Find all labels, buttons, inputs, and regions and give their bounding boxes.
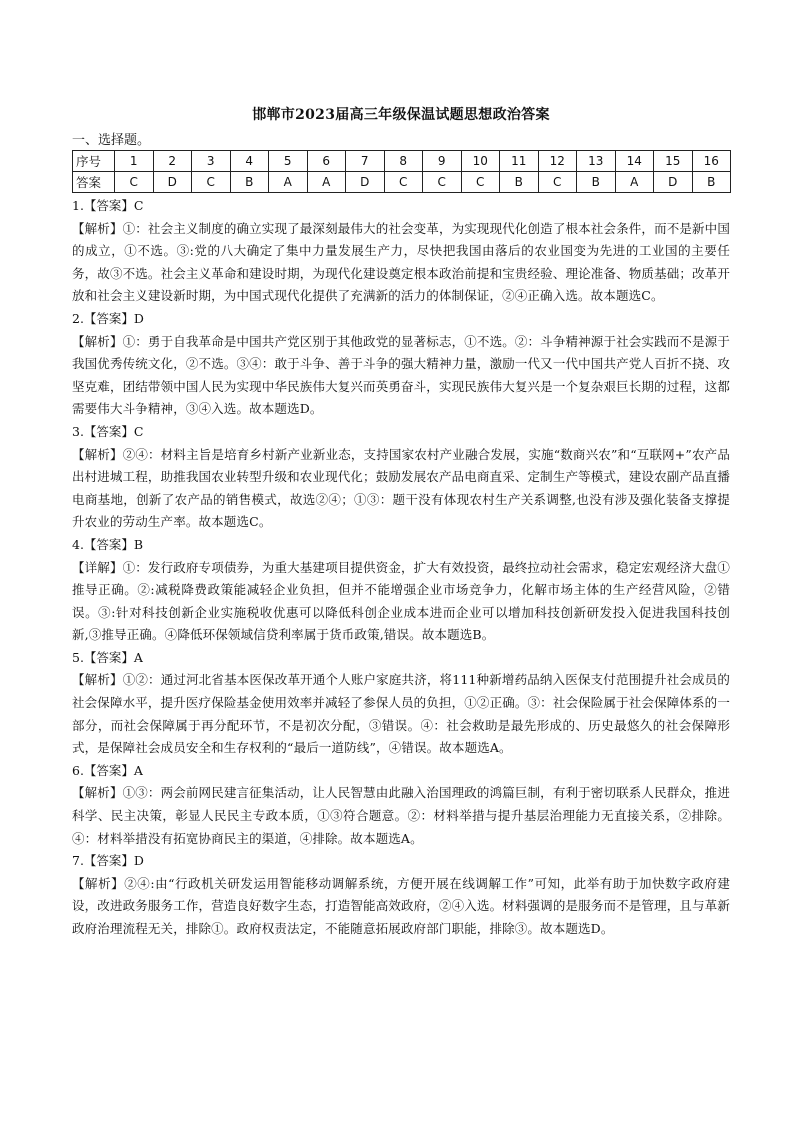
question-answer: 7.【答案】D — [72, 853, 144, 869]
table-cell-answer: D — [346, 172, 385, 193]
question-block-5 — [72, 647, 730, 760]
table-cell-number: 3 — [192, 151, 231, 172]
table-cell-answer: D — [153, 172, 192, 193]
question-answer: 1.【答案】C — [72, 198, 144, 213]
table-cell-number: 2 — [153, 151, 192, 172]
document-title: 邯郸市2023届高三年级保温试题思想政治答案 — [252, 107, 550, 123]
table-cell-answer: B — [577, 172, 616, 193]
table-cell-number: 10 — [461, 151, 500, 172]
table-cell-number: 16 — [692, 151, 731, 172]
table-cell-answer: C — [423, 172, 462, 193]
table-cell-answer: D — [654, 172, 693, 193]
table-row-answers — [73, 172, 731, 193]
question-explanation: 【详解】①：发行政府专项债券，为重大基建项目提供资金，扩大有效投资，最终拉动社会需求，稳定宏观经济大盘①推导正确。②:减税降费政策能减轻企业负担，但并不能增强企业市场竞争力，化解市场主体的生产经营风险，②错误。③:针对科技创新企业实施税收优惠可以降低科创企业成本进而企业可以增加科技创新研发投入促进我国科技创新,③推导正确。④降低环保领域信贷利率属于货币政策,错误。故本题选B。 — [72, 559, 730, 643]
table-cell-number: 11 — [500, 151, 539, 172]
table-cell-answer: B — [230, 172, 269, 193]
table-cell-number: 5 — [269, 151, 308, 172]
table-cell-answer: A — [269, 172, 308, 193]
table-cell-number: 8 — [384, 151, 423, 172]
question-block-4 — [72, 534, 730, 647]
question-explanation: 【解析】②④:由“行政机关研发运用智能移动调解系统，方便开展在线调解工作”可知，此举有助于加快数字政府建设，改进政务服务工作，营造良好数字生态，打造智能高效政府，②④入选。材料强调的是服务而不是管理，且与革新政府治理流程无关，排除①。政府权责法定，不能随意拓展政府部门职能，排除③。故本题选D。 — [72, 875, 730, 936]
question-answer: 3.【答案】C — [72, 423, 144, 439]
table-cell-number: 6 — [307, 151, 346, 172]
table-cell-number: 12 — [538, 151, 577, 172]
row-label-number: 序号 — [73, 151, 115, 172]
question-answer: 4.【答案】B — [72, 536, 144, 552]
question-block-3 — [72, 421, 730, 534]
table-cell-answer: C — [384, 172, 423, 193]
answer-table — [72, 150, 731, 193]
row-label-answer: 答案 — [73, 172, 115, 193]
table-cell-number: 15 — [654, 151, 693, 172]
table-cell-number: 4 — [230, 151, 269, 172]
table-cell-answer: B — [500, 172, 539, 193]
question-explanation: 【解析】①②：通过河北省基本医保改革开通个人账户家庭共济，将111种新增药品纳入医保支付范围提升社会成员的社会保障水平，提升医疗保险基金使用效率并减轻了参保人员的负担，①②正确。③：社会保险属于社会保障体系的一部分，而社会保障属于再分配环节，不是初次分配，③错误。④：社会救助是最先形成的、历史最悠久的社会保障形式，是保障社会成员安全和生存权利的“最后一道防线”，④错误。故本题选A。 — [72, 672, 730, 756]
question-answer: 5.【答案】A — [72, 649, 143, 665]
question-block-7 — [72, 850, 730, 940]
table-cell-number: 7 — [346, 151, 385, 172]
question-block-6 — [72, 760, 730, 850]
question-answer: 6.【答案】A — [72, 762, 143, 778]
table-cell-number: 1 — [115, 151, 154, 172]
question-block-2 — [72, 308, 730, 421]
table-cell-number: 13 — [577, 151, 616, 172]
question-block-1 — [72, 195, 730, 308]
table-cell-answer: C — [115, 172, 154, 193]
table-cell-answer: C — [192, 172, 231, 193]
table-row-numbers — [73, 151, 731, 172]
table-cell-answer: C — [538, 172, 577, 193]
section-heading: 一、选择题。 — [72, 133, 151, 148]
question-explanation: 【解析】②④：材料主旨是培育乡村新产业新业态，支持国家农村产业融合发展，实施“数商兴农”和“互联网+”农产品出村进城工程，助推我国农业转型升级和农业现代化；鼓励发展农产品电商直采、定制生产等模式，建设农副产品直播电商基地，创新了农产品的销售模式，故选②④；①③：题干没有体现农村生产关系调整,也没有涉及强化装备支撑提升农业的劳动生产率。故本题选C。 — [72, 446, 730, 530]
question-explanation: 【解析】①：勇于自我革命是中国共产党区别于其他政党的显著标志，①不选。②：斗争精神源于社会实践而不是源于我国优秀传统文化，②不选。③④：敢于斗争、善于斗争的强大精神力量，激励一代又一代中国共产党人百折不挠、攻坚克难，团结带领中国人民为实现中华民族伟大复兴而英勇奋斗，实现民族伟大复兴是一个复杂艰巨长期的过程，这都需要伟大斗争精神，③④入选。故本题选D。 — [72, 333, 730, 417]
question-explanation: 【解析】①③：两会前网民建言征集活动，让人民智慧由此融入治国理政的鸿篇巨制，有利于密切联系人民群众，推进科学、民主决策，彰显人民民主专政本质，①③符合题意。②：材料举措与提升基层治理能力无直接关系，②排除。④：材料举措没有拓宽协商民主的渠道，④排除。故本题选A。 — [72, 785, 730, 846]
document-page — [72, 104, 730, 941]
question-explanation: 【解析】①：社会主义制度的确立实现了最深刻最伟大的社会变革，为实现现代化创造了根本社会条件，而不是新中国的成立，①不选。③:党的八大确定了集中力量发展生产力，尽快把我国由落后的农业国变为先进的工业国的主要任务，故③不选。社会主义革命和建设时期，为现代化建设奠定根本政治前提和宝贵经验、理论准备、物质基础；改革开放和社会主义建设新时期，为中国式现代化提供了充满新的活力的体制保证，②④正确入选。故本题选C。 — [72, 220, 730, 304]
table-cell-answer: A — [615, 172, 654, 193]
table-cell-answer: C — [461, 172, 500, 193]
table-cell-number: 9 — [423, 151, 462, 172]
table-cell-number: 14 — [615, 151, 654, 172]
table-cell-answer: B — [692, 172, 731, 193]
table-cell-answer: A — [307, 172, 346, 193]
question-answer: 2.【答案】D — [72, 310, 144, 326]
